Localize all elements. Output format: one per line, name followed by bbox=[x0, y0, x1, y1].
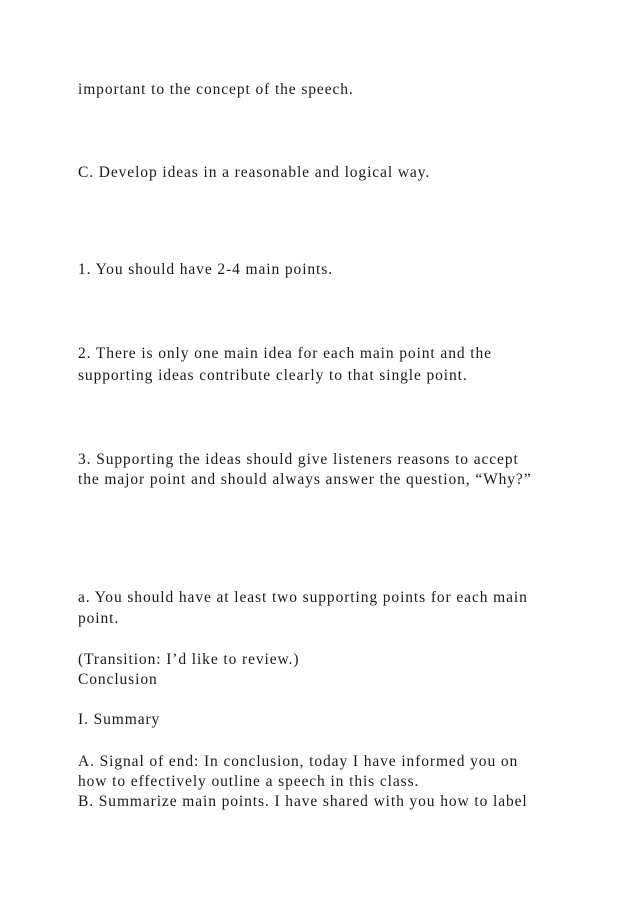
sub-item-a-continued: point. bbox=[78, 610, 120, 627]
summary-point-a-continued: how to effectively outline a speech in this class. bbox=[78, 773, 420, 790]
list-item-2-continued: supporting ideas contribute clearly to that single point. bbox=[78, 367, 468, 384]
list-item-1: 1. You should have 2-4 main points. bbox=[78, 261, 333, 278]
summary-point-a: A. Signal of end: In conclusion, today I have informed you on bbox=[78, 753, 519, 770]
summary-heading: I. Summary bbox=[78, 711, 161, 728]
body-text-line: important to the concept of the speech. bbox=[78, 81, 354, 98]
transition-text: (Transition: I’d like to review.) bbox=[78, 651, 300, 668]
list-item-2: 2. There is only one main idea for each main point and the bbox=[78, 345, 492, 362]
summary-point-b: B. Summarize main points. I have shared with you how to label bbox=[78, 793, 528, 810]
conclusion-heading: Conclusion bbox=[78, 671, 158, 688]
section-heading-c: C. Develop ideas in a reasonable and logical way. bbox=[78, 164, 431, 181]
list-item-3-continued: the major point and should always answer the question, “Why?” bbox=[78, 471, 532, 488]
list-item-3: 3. Supporting the ideas should give listeners reasons to accept bbox=[78, 451, 519, 468]
sub-item-a: a. You should have at least two supporting points for each main bbox=[78, 589, 528, 606]
